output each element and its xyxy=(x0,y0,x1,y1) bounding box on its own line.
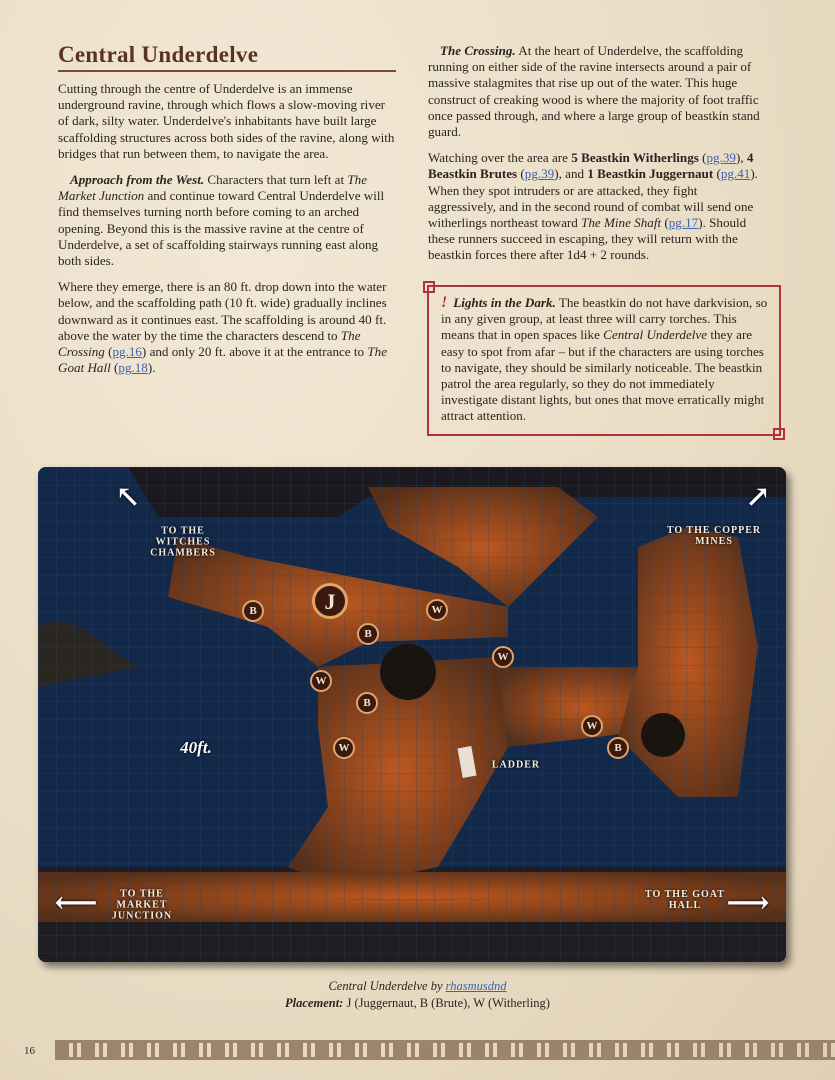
witherling-marker: W xyxy=(310,670,332,692)
page-title: Central Underdelve xyxy=(58,42,396,72)
text: J (Juggernaut, B (Brute), W (Witherling) xyxy=(343,996,550,1010)
brute-marker: B xyxy=(356,692,378,714)
page-link[interactable]: pg.16 xyxy=(112,344,142,360)
page-link[interactable]: pg.39 xyxy=(706,150,736,166)
exclamation-icon: ! xyxy=(441,294,448,311)
exit-market-junction[interactable]: TO THE MARKET JUNCTION xyxy=(111,888,173,922)
text: ). When they spot intruders or are attacked, they fight aggressively, and in the second round of combat will send one witherlings northeast toward xyxy=(428,166,758,231)
arrow-right-icon: ⟶ xyxy=(726,886,770,920)
page-number: 16 xyxy=(24,1045,35,1057)
text: they are easy to spot from afar – but if the characters are using torches to navigate, they should be similarly noticeable. The beastkin patrol the area regularly, so they do not immediately investigate distant lights, but ones that move erratically might attract attention. xyxy=(441,327,765,424)
text: The Goat Hall xyxy=(58,344,387,376)
witherling-marker: W xyxy=(581,715,603,737)
depth-label: 40ft. xyxy=(180,738,212,757)
text: 1 Beastkin Juggernaut xyxy=(587,166,714,182)
exit-witches-chambers[interactable]: TO THE WITCHES CHAMBERS xyxy=(150,525,216,559)
greek-key-border xyxy=(55,1040,835,1060)
text: Watching over the area are xyxy=(428,150,572,166)
crossing-title: The Crossing. xyxy=(440,43,516,58)
text: Where they emerge, there is an 80 ft. drop down into the water below, and the scaffolding path (10 ft. wide) gradually inclines downward as it continues east. The scaffolding is around 40 ft. above the water by the time the characters descend to xyxy=(58,279,387,343)
text: Placement: xyxy=(285,996,344,1010)
witherling-marker: W xyxy=(426,599,448,621)
text: The beastkin do not have darkvision, so in any given group, at least three will carry torches. This means that in open spaces like xyxy=(441,295,768,343)
text: 4 Beastkin Brutes xyxy=(428,150,754,182)
brute-marker: B xyxy=(607,737,629,759)
author-link[interactable]: rhasmusdnd xyxy=(445,979,507,993)
juggernaut-marker: J xyxy=(312,583,348,619)
page-link[interactable]: pg.17 xyxy=(668,215,699,231)
arrow-left-icon: ⟵ xyxy=(54,886,98,920)
page-link[interactable]: pg.41 xyxy=(720,166,751,182)
map-caption xyxy=(0,979,835,994)
brute-marker: B xyxy=(242,600,264,622)
arrow-up-left-icon: ↖ xyxy=(115,480,141,514)
text: Central Underdelve by xyxy=(328,979,446,993)
ladder-label: LADDER xyxy=(491,759,541,771)
left-column xyxy=(58,81,398,386)
placement-caption xyxy=(0,996,835,1011)
text: and continue toward Central Underdelve will find themselves turning north before coming to an arched opening. Beyond this is the massive ravine at the centre of Underdelve, a set of scaffolding stairways running east along both sides. xyxy=(58,188,385,269)
crossing-paragraph xyxy=(428,43,768,140)
approach-title: Approach from the West. xyxy=(70,172,205,188)
intro-paragraph: Cutting through the centre of Underdelve is an immense underground ravine, through which flows a slow-moving river of dark, silty water. Underdelve's inhabitants have built large scaffolding structures across both sides of the ravine, along with bridges that run between them, to navigate the area. xyxy=(58,81,395,161)
exit-goat-hall[interactable]: TO THE GOAT HALL xyxy=(645,889,725,911)
witherling-marker: W xyxy=(333,737,355,759)
text: Characters that turn left at xyxy=(204,172,348,188)
right-column xyxy=(428,43,768,274)
text: 5 Beastkin Witherlings xyxy=(571,150,699,166)
battle-map xyxy=(38,467,786,962)
brute-marker: B xyxy=(357,623,379,645)
text: At the heart of Underdelve, the scaffolding running on either side of the ravine intersects around a pair of massive stalagmites that rise up out of the water. This huge construct of creaking wood is where the majority of foot traffic once passed through, and where a large group of beastkin stand guard. xyxy=(428,43,760,140)
text: ). Should these runners succeed in escaping, they will return with the beastkin forces there after 1d4 + 2 rounds. xyxy=(428,215,747,263)
text: ). xyxy=(147,360,156,376)
text: The Mine Shaft xyxy=(581,215,662,231)
text: Central Underdelve xyxy=(603,327,708,343)
text: The Market Junction xyxy=(58,172,367,204)
watchers-paragraph: Watching over the area are 5 Beastkin Witherlings (pg.39), 4 Beastkin Brutes (pg.39), and 1 Beastkin Juggernaut (pg.41). When they spot intruders or are attacked, they fight aggressively, and in the second round of combat will send one witherlings northeast toward The Mine Shaft (pg.17). Should these runners succeed in escaping, they will return with the beastkin forces there after 1d4 + 2 rounds. xyxy=(428,150,758,263)
text: The Crossing xyxy=(58,327,361,360)
exit-copper-mines[interactable]: TO THE COPPER MINES xyxy=(666,525,762,547)
arrow-up-right-icon: ↗ xyxy=(745,480,771,514)
callout-title: Lights in the Dark. xyxy=(453,295,556,310)
approach-paragraph xyxy=(58,172,398,269)
callout-box xyxy=(427,285,781,436)
witherling-marker: W xyxy=(492,646,514,668)
page-link[interactable]: pg.39 xyxy=(524,166,555,182)
page-link[interactable]: pg.18 xyxy=(118,360,148,376)
drop-paragraph: Where they emerge, there is an 80 ft. drop down into the water below, and the scaffolding path (10 ft. wide) gradually inclines downward as it continues east. The scaffolding is around 40 ft. above the water by the time the characters descend to The Crossing (pg.16) and only 20 ft. above it at the entrance to The Goat Hall (pg.18). xyxy=(58,279,387,376)
text: and only 20 ft. above it at the entrance to xyxy=(149,344,368,360)
